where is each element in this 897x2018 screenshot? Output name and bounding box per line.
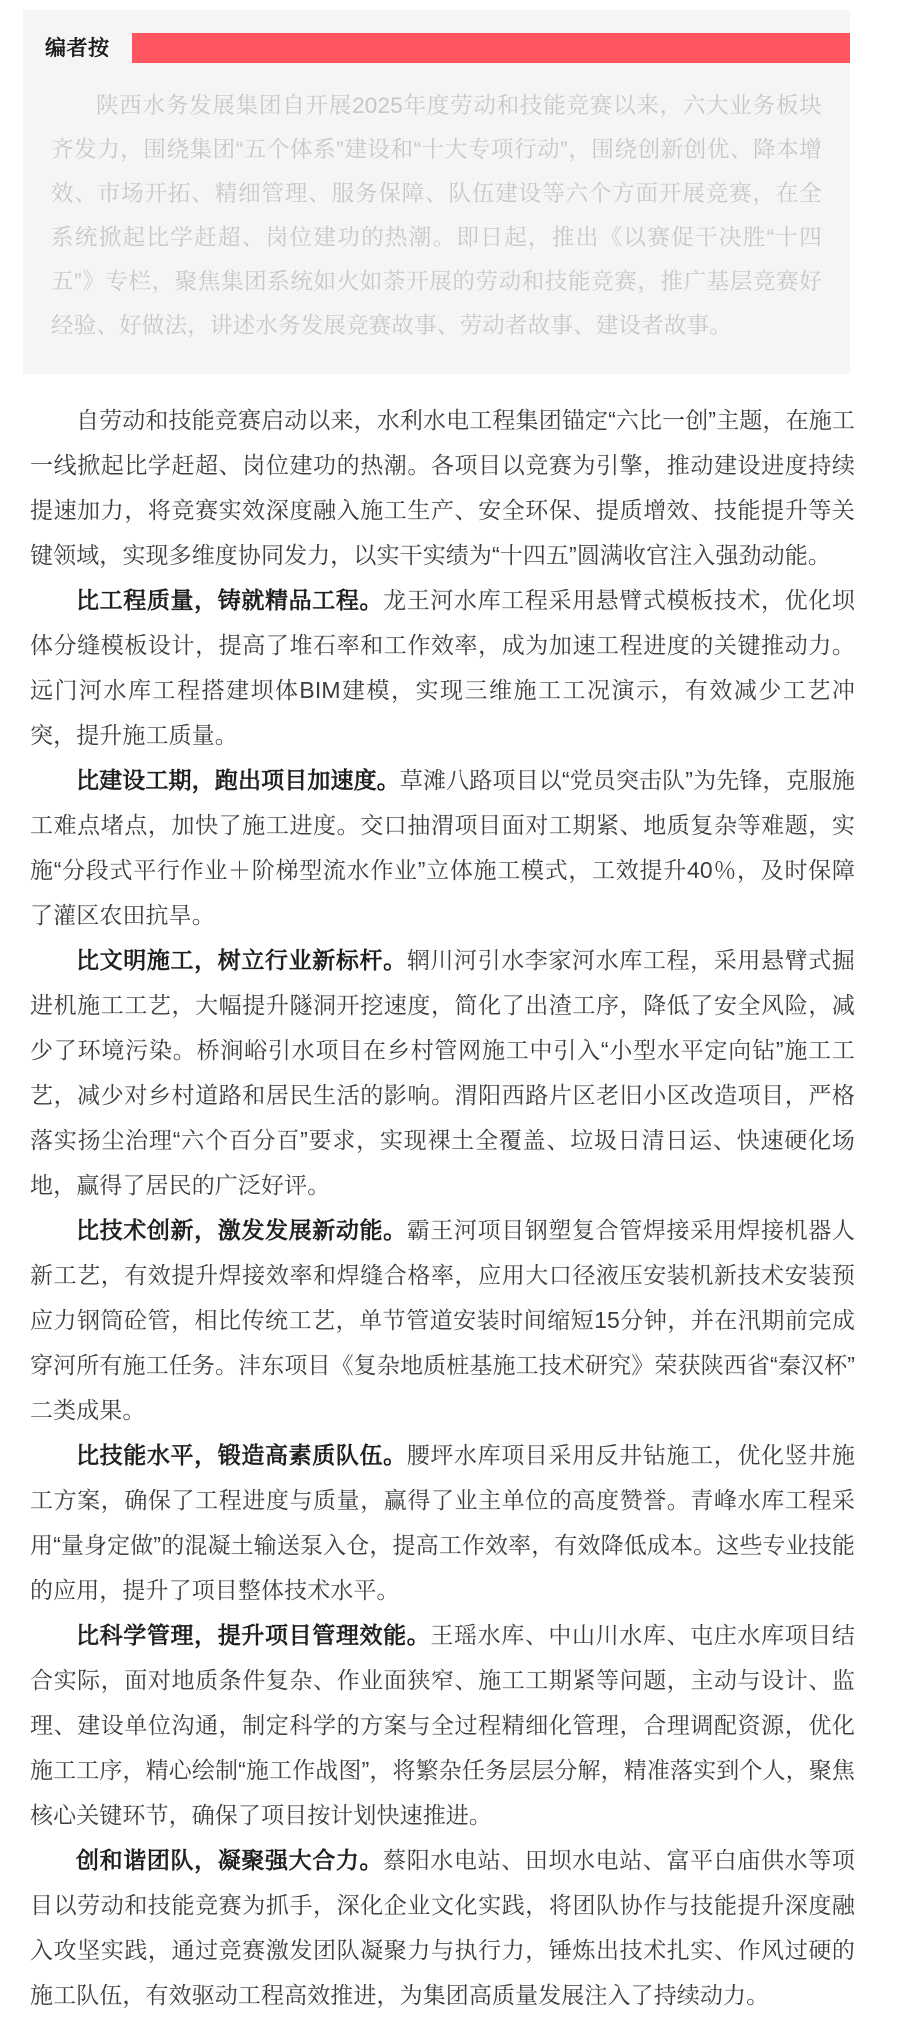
paragraph-lead: 比建设工期，跑出项目加速度。 xyxy=(76,767,400,793)
paragraph xyxy=(30,1208,855,1433)
paragraph xyxy=(30,1613,855,1838)
paragraph-text: 蔡阳水电站、田坝水电站、富平白庙供水等项目以劳动和技能竞赛为抓手，深化企业文化实践，将团队协作与技能提升深度融入攻坚实践，通过竞赛激发团队凝聚力与执行力，锤炼出技术扎实、作风过硬的施工队伍，有效驱动工程高效推进，为集团高质量发展注入了持续动力。 xyxy=(30,1847,856,2008)
paragraph-lead: 比工程质量，铸就精品工程。 xyxy=(76,587,384,613)
paragraph-lead: 比文明施工，树立行业新标杆。 xyxy=(76,947,407,973)
editor-note-body: 陕西水务发展集团自开展2025年度劳动和技能竞赛以来，六大业务板块齐发力，围绕集团“五个体系”建设和“十大专项行动”，围绕创新创优、降本增效、市场开拓、精细管理、服务保障、队伍建设等六个方面开展竞赛，在全系统掀起比学赶超、岗位建功的热潮。即日起，推出《以赛促干决胜“十四五”》专栏，聚焦集团系统如火如荼开展的劳动和技能竞赛，推广基层竞赛好经验、好做法，讲述水务发展竞赛故事、劳动者故事、建设者故事。 xyxy=(51,93,822,338)
paragraph-text: 辋川河引水李家河水库工程，采用悬臂式掘进机施工工艺，大幅提升隧洞开挖速度，简化了出渣工序，降低了安全风险，减少了环境污染。桥涧峪引水项目在乡村管网施工中引入“小型水平定向钻”施工工艺，减少对乡村道路和居民生活的影响。渭阳西路片区老旧小区改造项目，严格落实扬尘治理“六个百分百”要求，实现裸土全覆盖、垃圾日清日运、快速硬化场地，赢得了居民的广泛好评。 xyxy=(30,947,855,1198)
paragraph xyxy=(30,1838,855,2018)
paragraph-lead: 比技能水平，锻造高素质队伍。 xyxy=(76,1442,407,1468)
article-page xyxy=(0,10,897,2018)
paragraph-text: 腰坪水库项目采用反井钻施工，优化竖井施工方案，确保了工程进度与质量，赢得了业主单位的高度赞誉。青峰水库工程采用“量身定做”的混凝土输送泵入仓，提高工作效率，有效降低成本。这些专业技能的应用，提升了项目整体技术水平。 xyxy=(30,1442,855,1603)
editor-note-box xyxy=(23,10,850,374)
editor-note-label: 编者按 xyxy=(45,36,110,60)
paragraph-lead: 比科学管理，提升项目管理效能。 xyxy=(76,1622,431,1648)
paragraph xyxy=(30,1433,855,1613)
paragraph-text: 王瑶水库、中山川水库、屯庄水库项目结合实际，面对地质条件复杂、作业面狭窄、施工工期紧等问题，主动与设计、监理、建设单位沟通，制定科学的方案与全过程精细化管理，合理调配资源，优化施工工序，精心绘制“施工作战图”，将繁杂任务层层分解，精准落实到个人，聚焦核心关键环节，确保了项目按计划快速推进。 xyxy=(30,1622,855,1828)
paragraph xyxy=(30,938,855,1208)
paragraph-lead: 比技术创新，激发发展新动能。 xyxy=(76,1217,407,1243)
red-accent-bar xyxy=(132,33,851,63)
article-body xyxy=(30,398,855,2018)
paragraph-text: 龙王河水库工程采用悬臂式模板技术，优化坝体分缝模板设计，提高了堆石率和工作效率，成为加速工程进度的关键推动力。远门河水库工程搭建坝体BIM建模，实现三维施工工况演示，有效减少工艺冲突，提升施工质量。 xyxy=(30,587,856,748)
editor-note-header xyxy=(23,28,850,68)
paragraph-text: 自劳动和技能竞赛启动以来，水利水电工程集团锚定“六比一创”主题，在施工一线掀起比学赶超、岗位建功的热潮。各项目以竞赛为引擎，推动建设进度持续提速加力，将竞赛实效深度融入施工生产、安全环保、提质增效、技能提升等关键领域，实现多维度协同发力，以实干实绩为“十四五”圆满收官注入强劲动能。 xyxy=(30,407,855,568)
paragraph-lead: 创和谐团队，凝聚强大合力。 xyxy=(76,1847,384,1873)
paragraph xyxy=(30,398,855,578)
paragraph-text: 霸王河项目钢塑复合管焊接采用焊接机器人新工艺，有效提升焊接效率和焊缝合格率，应用大口径液压安装机新技术安装预应力钢筒砼管，相比传统工艺，单节管道安装时间缩短15分钟，并在汛期前完成穿河所有施工任务。沣东项目《复杂地质桩基施工技术研究》荣获陕西省“秦汉杯”二类成果。 xyxy=(30,1217,855,1423)
paragraph xyxy=(30,578,855,758)
paragraph xyxy=(30,758,855,938)
paragraph-text: 草滩八路项目以“党员突击队”为先锋，克服施工难点堵点，加快了施工进度。交口抽渭项目面对工期紧、地质复杂等难题，实施“分段式平行作业＋阶梯型流水作业”立体施工模式，工效提升40％，及时保障了灌区农田抗旱。 xyxy=(30,767,855,928)
